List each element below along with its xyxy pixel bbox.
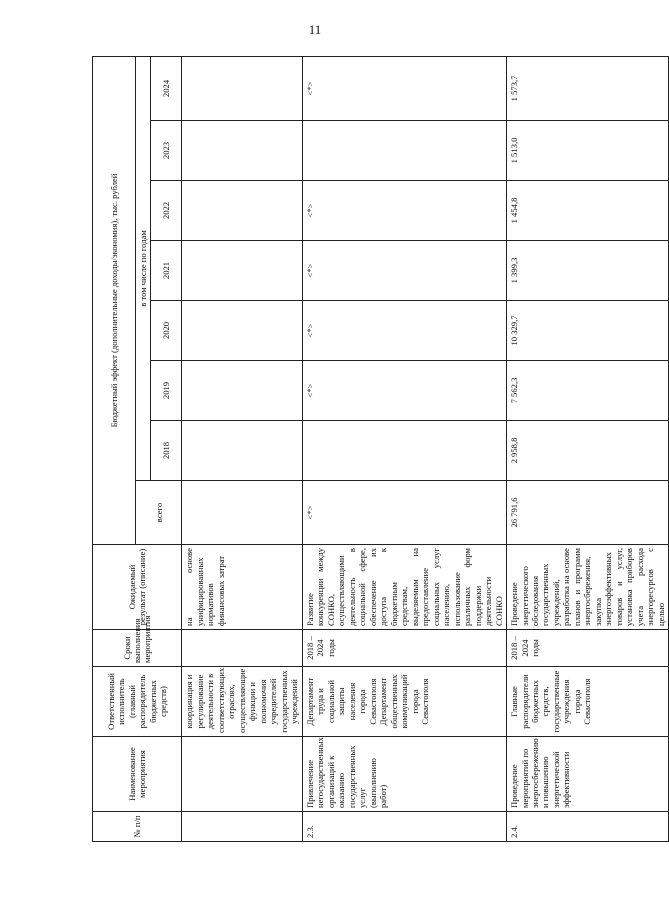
header-year-2023: 2023 [151, 121, 182, 181]
header-terms: Сроки выполнения мероприятия [93, 630, 182, 667]
row-value-2020 [182, 301, 302, 361]
row-executor: Главные распорядители бюджетных средств, государственные учреждения города Севастополя [507, 667, 669, 737]
row-value-2023: 1 513,0 [507, 121, 669, 181]
header-year-2018: 2018 [151, 421, 182, 481]
row-value-2021 [182, 241, 302, 301]
row-value-2021: 1 399,3 [507, 241, 669, 301]
row-value-2022 [182, 181, 302, 241]
row-value-2020: <*> [302, 301, 506, 361]
row-value-2019 [182, 361, 302, 421]
budget-effect-table [92, 56, 669, 842]
page-number: 11 [308, 22, 322, 37]
header-budget-effect: Бюджетный эффект (дополнительные доходы/экономия), тыс. рублей [93, 56, 136, 544]
row-total [182, 481, 302, 545]
row-result: на основе унифицированных нормативов финансовых затрат [182, 545, 302, 630]
header-year-2021: 2021 [151, 241, 182, 301]
row-value-2022: <*> [302, 181, 506, 241]
row-value-2023 [182, 121, 302, 181]
row-value-2019: <*> [302, 361, 506, 421]
row-value-2020: 10 329,7 [507, 301, 669, 361]
header-executor: Ответственный исполнитель (главный распорядитель бюджетных средств) [93, 667, 182, 737]
row-value-2021: <*> [302, 241, 506, 301]
row-total: 26 791,6 [507, 481, 669, 545]
row-result: Проведение энергетического обследования государственных учреждений, разработка на основе планов и программ энергосбережения, закупка энергоэффективных товаров и услуг, установка приборов учета расхода энергоресурсов с целью [507, 545, 669, 630]
rotated-table-container [92, 57, 666, 842]
row-total: <*> [302, 481, 506, 545]
row-num: 2.4. [507, 812, 669, 842]
row-value-2024: <*> [302, 56, 506, 120]
row-value-2023 [302, 121, 506, 181]
row-name: Проведение мероприятий по энергосбережению и повышению энергетической эффективности [507, 737, 669, 812]
table-row [302, 56, 506, 841]
table-row [182, 56, 302, 841]
table-row [507, 56, 669, 841]
row-result: Развитие конкуренции между СОНКО, осуществляющими деятельность в социальной сфере, обеспечение их доступа к бюджетным средствам, выделяемым на предоставление социальных услуг населению, использование различных форм поддержки деятельности СОНКО [302, 545, 506, 630]
header-num: № п/п [93, 812, 182, 842]
header-by-years: в том числе по годам [136, 56, 151, 480]
row-num [182, 812, 302, 842]
row-value-2019: 7 562,3 [507, 361, 669, 421]
row-value-2018 [182, 421, 302, 481]
row-num: 2.3. [302, 812, 506, 842]
row-terms: 2018 – 2024 годы [302, 630, 506, 667]
row-name: Привлечение негосударственных организаций к оказанию государственных услуг (выполнению работ) [302, 737, 506, 812]
header-name: Наименование мероприятия [93, 737, 182, 812]
header-year-2019: 2019 [151, 361, 182, 421]
header-year-2020: 2020 [151, 301, 182, 361]
row-terms [182, 630, 302, 667]
row-value-2018 [302, 421, 506, 481]
header-year-2024: 2024 [151, 56, 182, 120]
header-year-2022: 2022 [151, 181, 182, 241]
row-value-2024 [182, 56, 302, 120]
header-total: всего [136, 481, 182, 545]
row-executor: координация и регулирование деятельности в соответствующих отраслях, осуществляющие функции и полномочия учредителей государственных учреждений [182, 667, 302, 737]
row-terms: 2018 – 2024 годы [507, 630, 669, 667]
row-name [182, 737, 302, 812]
row-value-2022: 1 454,8 [507, 181, 669, 241]
row-value-2024: 1 573,7 [507, 56, 669, 120]
header-result: Ожидаемый результат (описание) [93, 545, 182, 630]
row-value-2018: 2 958,8 [507, 421, 669, 481]
row-executor: Департамент труда и социальной защиты населения города Севастополя Департамент общественных коммуникаций города Севастополя [302, 667, 506, 737]
